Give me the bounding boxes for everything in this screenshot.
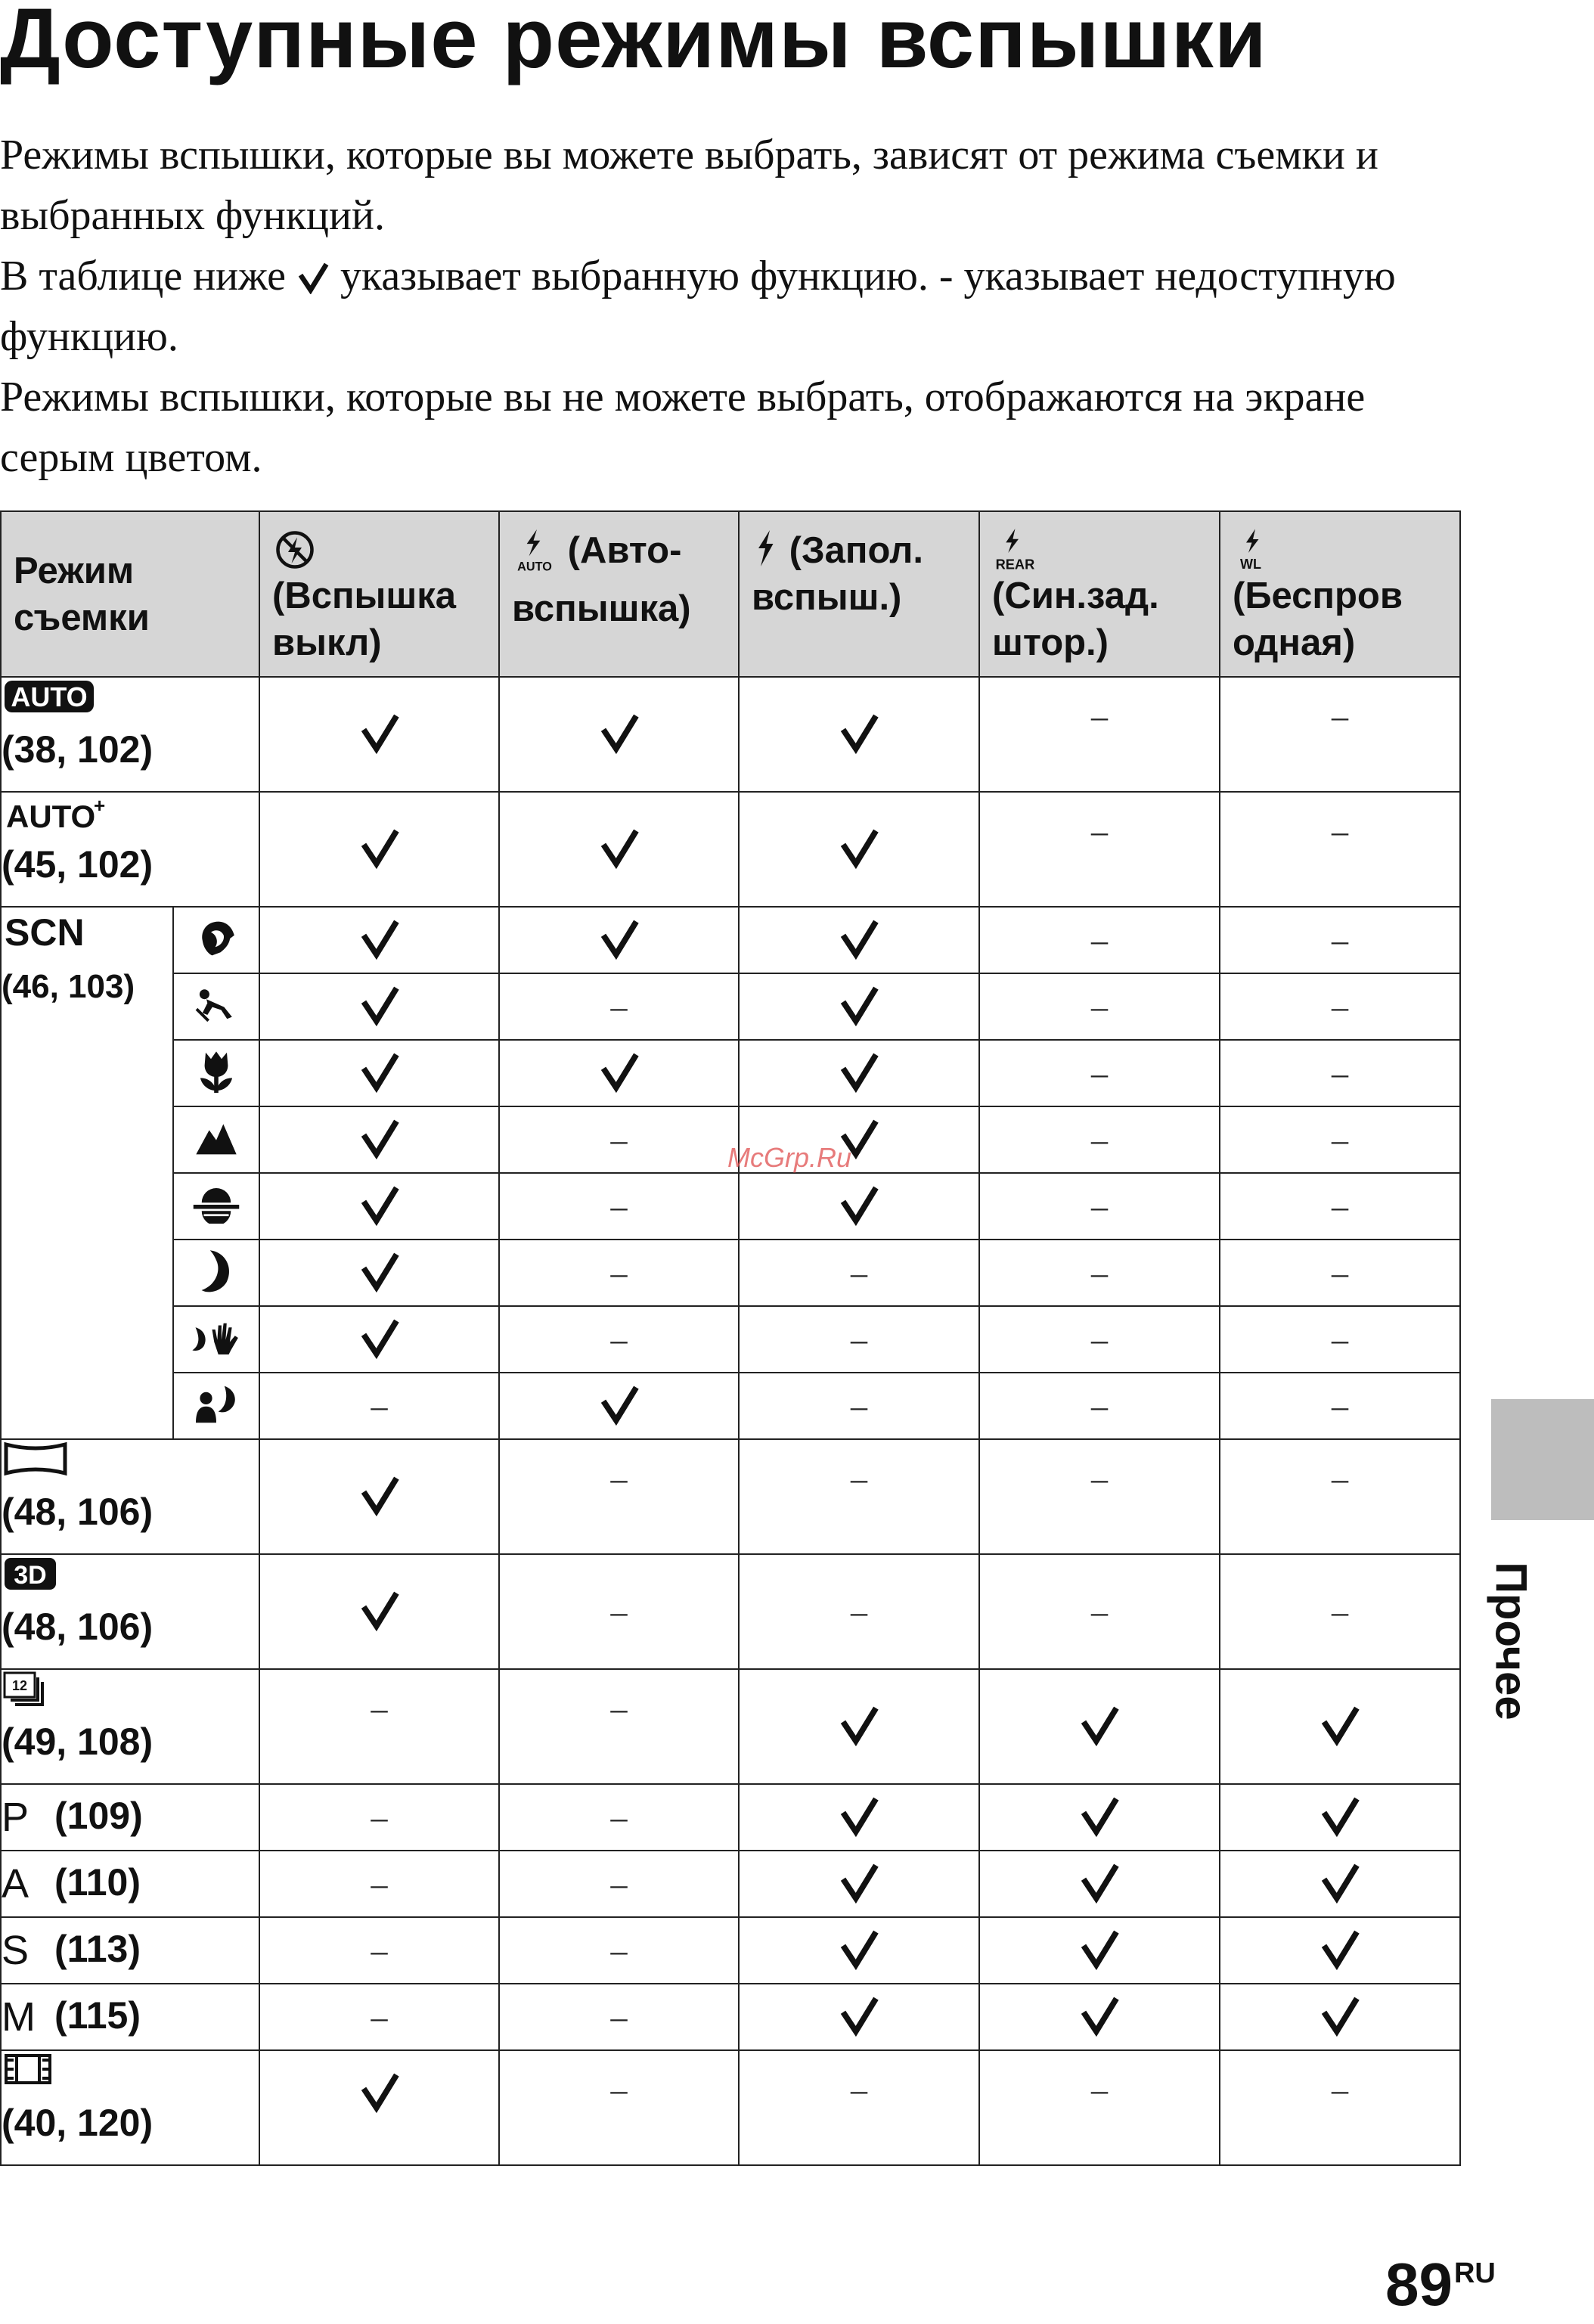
unavailable-dash: – [610, 1187, 628, 1225]
svg-text:3D: 3D [14, 1561, 47, 1590]
intro-p2-before: В таблице ниже [0, 253, 286, 299]
header-wireless: WL (Беспров одная) [1220, 511, 1460, 677]
flash-off-unavailable [259, 1984, 499, 2050]
unavailable-dash: – [1091, 813, 1108, 850]
flash-off-available [259, 973, 499, 1040]
intro-paragraph-3: Режимы вспышки, которые вы не можете выбрать, отображаются на экране серым цветом. [0, 374, 1366, 481]
rear-sync-unavailable [979, 1173, 1220, 1240]
unavailable-dash: – [1332, 988, 1348, 1025]
wireless-available [1220, 1984, 1460, 2050]
checkmark-icon [1078, 1994, 1121, 2037]
table-row [1, 677, 1460, 792]
wireless-unavailable [1220, 1040, 1460, 1106]
unavailable-dash: – [1332, 1387, 1348, 1425]
checkmark-icon [1078, 1795, 1121, 1837]
checkmark-icon [838, 1861, 880, 1904]
unavailable-dash: – [1091, 698, 1108, 735]
checkmark-icon [598, 917, 640, 960]
checkmark-icon [598, 1050, 640, 1093]
unavailable-dash: – [610, 1460, 628, 1497]
table-row [1, 1373, 1460, 1439]
table-row [1, 1984, 1460, 2050]
sweep-panorama-icon [2, 1440, 70, 1478]
wireless-unavailable [1220, 1554, 1460, 1669]
flash-off-unavailable [259, 1784, 499, 1851]
wireless-unavailable [1220, 2050, 1460, 2165]
autoflash-unavailable [499, 1240, 739, 1306]
flash-off-available [259, 1106, 499, 1173]
checkmark-icon [838, 712, 880, 754]
checkmark-icon [358, 1184, 401, 1226]
intro-paragraph-2 [0, 246, 1459, 367]
mode-p-letter: P [2, 1795, 29, 1841]
unavailable-dash: – [371, 1865, 388, 1903]
wireless-unavailable [1220, 677, 1460, 792]
wireless-unavailable [1220, 1306, 1460, 1373]
mode-superior-auto: AUTO + (45, 102) [1, 792, 259, 907]
landscape-mountain-icon [194, 1120, 239, 1156]
rear-sync-unavailable [979, 1106, 1220, 1173]
unavailable-dash: – [1091, 1121, 1108, 1159]
flash-auto-icon [512, 527, 557, 574]
mode-manual-exposure: M (115) [1, 1984, 259, 2050]
fill-flash-unavailable [739, 1306, 979, 1373]
rear-sync-available [979, 1851, 1220, 1917]
watermark: McGrp.Ru [727, 1142, 852, 1173]
checkmark-icon [1319, 1795, 1361, 1837]
table-row [1, 1917, 1460, 1984]
scene-handheld-cell [173, 1306, 259, 1373]
flash-off-unavailable [259, 1669, 499, 1784]
3d-mode-icon [2, 1555, 59, 1593]
unavailable-dash: – [1091, 1254, 1108, 1292]
fill-flash-available [739, 1040, 979, 1106]
unavailable-dash: – [1091, 1187, 1108, 1225]
checkmark-icon [358, 917, 401, 960]
unavailable-dash: – [1091, 2071, 1108, 2108]
header-mode: Режим съемки [1, 511, 259, 677]
unavailable-dash: – [610, 988, 628, 1025]
unavailable-dash: – [1332, 1320, 1348, 1358]
unavailable-dash: – [610, 1320, 628, 1358]
mode-aperture-priority: A (110) [1, 1851, 259, 1917]
scene-landscape-cell [173, 1106, 259, 1173]
table-header-row [1, 511, 1460, 677]
flash-off-available [259, 792, 499, 907]
checkmark-icon [838, 917, 880, 960]
page-language-suffix: RU [1453, 2257, 1496, 2289]
rear-sync-unavailable [979, 907, 1220, 973]
unavailable-dash: – [1091, 921, 1108, 959]
autoflash-available [499, 792, 739, 907]
autoflash-unavailable [499, 973, 739, 1040]
unavailable-dash: – [610, 1690, 628, 1727]
intelligent-auto-icon [2, 678, 97, 715]
checkmark-icon [838, 1050, 880, 1093]
unavailable-dash: – [610, 2071, 628, 2108]
unavailable-dash: – [1332, 1460, 1348, 1497]
svg-text:AUTO: AUTO [11, 681, 88, 712]
table-row [1, 1306, 1460, 1373]
table-row [1, 1240, 1460, 1306]
checkmark-icon [1319, 1861, 1361, 1904]
checkmark-icon [358, 984, 401, 1026]
checkmark-icon [1078, 1928, 1121, 1970]
autoflash-unavailable [499, 1917, 739, 1984]
unavailable-dash: – [1332, 1054, 1348, 1092]
rear-sync-available [979, 1784, 1220, 1851]
flash-off-unavailable [259, 1851, 499, 1917]
checkmark-icon [838, 1928, 880, 1970]
table-row [1, 2050, 1460, 2165]
autoflash-available [499, 1040, 739, 1106]
autoflash-unavailable [499, 2050, 739, 2165]
svg-text:12: 12 [11, 1678, 28, 1693]
wireless-available [1220, 1917, 1460, 1984]
unavailable-dash: – [851, 1387, 867, 1425]
flash-fill-icon [752, 528, 779, 569]
fill-flash-unavailable [739, 1373, 979, 1439]
unavailable-dash: – [851, 1593, 867, 1631]
autoflash-unavailable [499, 1554, 739, 1669]
mode-a-letter: A [2, 1861, 29, 1907]
unavailable-dash: – [371, 1690, 388, 1727]
flash-wl-tag: WL [1240, 557, 1261, 572]
mode-movie: (40, 120) [1, 2050, 259, 2165]
fill-flash-available [739, 1784, 979, 1851]
checkmark-icon [358, 1317, 401, 1359]
rear-sync-unavailable [979, 677, 1220, 792]
checkmark-icon [358, 1250, 401, 1292]
fill-flash-available [739, 1173, 979, 1240]
unavailable-dash: – [610, 1865, 628, 1903]
rear-sync-unavailable [979, 1554, 1220, 1669]
wireless-available [1220, 1784, 1460, 1851]
unavailable-dash: – [610, 1121, 628, 1159]
checkmark-icon [1319, 1928, 1361, 1970]
flash-off-icon [272, 527, 318, 572]
mode-m-letter: M [2, 1994, 36, 2040]
checkmark-icon [358, 1589, 401, 1631]
rear-sync-unavailable [979, 1306, 1220, 1373]
intro-p2-after: указывает выбранную функцию. - указывает недоступную функцию. [0, 253, 1396, 360]
section-side-label: Прочее [1486, 1562, 1536, 1721]
flash-off-available [259, 1240, 499, 1306]
fill-flash-unavailable [739, 1240, 979, 1306]
fill-flash-available [739, 1917, 979, 1984]
fill-flash-unavailable [739, 1439, 979, 1554]
wireless-unavailable [1220, 1173, 1460, 1240]
wireless-unavailable [1220, 973, 1460, 1040]
autoflash-unavailable [499, 1173, 739, 1240]
unavailable-dash: – [610, 1254, 628, 1292]
unavailable-dash: – [371, 1998, 388, 2036]
autoflash-unavailable [499, 1106, 739, 1173]
autoflash-unavailable [499, 1984, 739, 2050]
checkmark-icon [358, 1050, 401, 1093]
svg-text:SCN: SCN [5, 911, 85, 953]
table-row [1, 907, 1460, 973]
rear-sync-available [979, 1917, 1220, 1984]
flash-off-unavailable [259, 1917, 499, 1984]
unavailable-dash: – [1332, 813, 1348, 850]
flash-auto-tag: AUTO [517, 560, 552, 574]
rear-sync-unavailable [979, 973, 1220, 1040]
checkmark-icon [838, 1795, 880, 1837]
section-tab-marker [1491, 1399, 1594, 1520]
unavailable-dash: – [371, 1387, 388, 1425]
autoflash-unavailable [499, 1669, 739, 1784]
flash-off-available [259, 1439, 499, 1554]
unavailable-dash: – [371, 1798, 388, 1836]
checkmark-icon [838, 1994, 880, 2037]
svg-text:AUTO: AUTO [6, 799, 96, 834]
fill-flash-available [739, 1669, 979, 1784]
soft-portrait-icon [195, 917, 237, 960]
table-row [1, 792, 1460, 907]
intro-paragraph-1: Режимы вспышки, которые вы можете выбрать, зависят от режима съемки и выбранных функций. [0, 132, 1378, 239]
rear-sync-unavailable [979, 1240, 1220, 1306]
checkmark-icon [838, 827, 880, 869]
flash-wireless-icon [1233, 527, 1278, 574]
checkmark-icon [358, 712, 401, 754]
autoflash-unavailable [499, 1306, 739, 1373]
checkmark-icon [358, 1117, 401, 1159]
unavailable-dash: – [1332, 921, 1348, 959]
flash-off-available [259, 1173, 499, 1240]
unavailable-dash: – [1332, 1593, 1348, 1631]
autoflash-unavailable [499, 1851, 739, 1917]
unavailable-dash: – [1332, 1121, 1348, 1159]
mode-continuous-priority: 12 (49, 108) [1, 1669, 259, 1784]
checkmark-icon [838, 1184, 880, 1226]
continuous-burst-icon [2, 1670, 51, 1711]
checkmark-icon [1078, 1704, 1121, 1746]
table-row [1, 1554, 1460, 1669]
fill-flash-unavailable [739, 2050, 979, 2165]
page-number: $89^{RU}$ [1385, 2251, 1496, 2318]
sunset-icon [191, 1186, 241, 1224]
rear-sync-available [979, 1984, 1220, 2050]
flash-off-available [259, 1040, 499, 1106]
unavailable-dash: – [851, 1460, 867, 1497]
wireless-available [1220, 1851, 1460, 1917]
scene-macro-cell [173, 1040, 259, 1106]
wireless-unavailable [1220, 1373, 1460, 1439]
unavailable-dash: – [851, 1320, 867, 1358]
flash-off-available [259, 677, 499, 792]
scene-nightportrait-cell [173, 1373, 259, 1439]
autoflash-available [499, 1373, 739, 1439]
wireless-unavailable [1220, 1106, 1460, 1173]
unavailable-dash: – [1091, 1054, 1108, 1092]
autoflash-unavailable [499, 1784, 739, 1851]
rear-sync-unavailable [979, 1040, 1220, 1106]
wireless-unavailable [1220, 792, 1460, 907]
fill-flash-available [739, 1851, 979, 1917]
checkmark-icon [358, 1474, 401, 1516]
header-rear-sync: REAR (Син.зад. штор.) [979, 511, 1220, 677]
rear-sync-unavailable [979, 1439, 1220, 1554]
autoflash-unavailable [499, 1439, 739, 1554]
table-row [1, 1173, 1460, 1240]
table-row [1, 973, 1460, 1040]
header-fill-flash: (Запол. вспыш.) [739, 511, 979, 677]
handheld-twilight-icon [191, 1319, 241, 1357]
checkmark-icon [598, 827, 640, 869]
unavailable-dash: – [851, 1254, 867, 1292]
unavailable-dash: – [1091, 1593, 1108, 1631]
checkmark-icon [358, 827, 401, 869]
rear-sync-unavailable [979, 792, 1220, 907]
unavailable-dash: – [851, 2071, 867, 2108]
fill-flash-unavailable [739, 1554, 979, 1669]
autoflash-available [499, 677, 739, 792]
checkmark-icon [1319, 1704, 1361, 1746]
unavailable-dash: – [371, 1931, 388, 1969]
rear-sync-available [979, 1669, 1220, 1784]
scene-portrait-cell [173, 907, 259, 973]
unavailable-dash: – [610, 1593, 628, 1631]
rear-sync-unavailable [979, 1373, 1220, 1439]
fill-flash-available [739, 792, 979, 907]
header-autoflash: AUTO (Авто-вспышка) [499, 511, 739, 677]
wireless-available [1220, 1669, 1460, 1784]
unavailable-dash: – [610, 1998, 628, 2036]
wireless-unavailable [1220, 1439, 1460, 1554]
header-flash-off: (Вспышка выкл) [259, 511, 499, 677]
table-row [1, 1040, 1460, 1106]
checkmark-icon [598, 1383, 640, 1426]
rear-sync-unavailable [979, 2050, 1220, 2165]
unavailable-dash: – [1332, 1187, 1348, 1225]
unavailable-dash: – [1091, 1387, 1108, 1425]
scene-sunset-cell [173, 1173, 259, 1240]
mode-3d: 3D (48, 106) [1, 1554, 259, 1669]
checkmark-icon [1319, 1994, 1361, 2037]
page-title: Доступные режимы вспышки [0, 0, 1267, 85]
table-row [1, 1851, 1460, 1917]
movie-filmstrip-icon [2, 2051, 54, 2087]
unavailable-dash: – [1091, 1460, 1108, 1497]
table-row [1, 1439, 1460, 1554]
flash-modes-table [0, 510, 1461, 2166]
scene-night-cell [173, 1240, 259, 1306]
flash-rear-tag: REAR [995, 556, 1035, 572]
mode-scene: SCN (46, 103) [1, 907, 173, 1439]
table-row [1, 1784, 1460, 1851]
table-row [1, 1669, 1460, 1784]
mode-auto: AUTO (38, 102) [1, 677, 259, 792]
unavailable-dash: – [1091, 988, 1108, 1025]
flash-off-available [259, 1306, 499, 1373]
mode-sweep-panorama: (48, 106) [1, 1439, 259, 1554]
flash-off-available [259, 907, 499, 973]
fill-flash-available [739, 907, 979, 973]
scene-sports-cell [173, 973, 259, 1040]
mode-s-letter: S [2, 1928, 29, 1974]
intro-text [0, 125, 1459, 488]
flash-rear-sync-icon [992, 527, 1045, 574]
scene-selection-icon [2, 908, 85, 953]
flash-off-available [259, 1554, 499, 1669]
checkmark-icon [358, 2071, 401, 2113]
unavailable-dash: – [1332, 2071, 1348, 2108]
flash-off-available [259, 2050, 499, 2165]
unavailable-dash: – [610, 1798, 628, 1836]
checkmark-icon [838, 1704, 880, 1746]
unavailable-dash: – [1091, 1320, 1108, 1358]
svg-text:+: + [94, 794, 106, 817]
checkmark-icon [296, 261, 330, 294]
flash-off-unavailable [259, 1373, 499, 1439]
wireless-unavailable [1220, 907, 1460, 973]
wireless-unavailable [1220, 1240, 1460, 1306]
unavailable-dash: – [1332, 1254, 1348, 1292]
sports-action-icon [194, 985, 238, 1025]
unavailable-dash: – [1332, 698, 1348, 735]
macro-flower-icon [195, 1048, 237, 1095]
mode-shutter-priority: S (113) [1, 1917, 259, 1984]
night-portrait-icon [191, 1384, 241, 1425]
night-scene-moon-icon [197, 1248, 235, 1295]
superior-auto-icon [2, 793, 115, 835]
fill-flash-available [739, 677, 979, 792]
autoflash-available [499, 907, 739, 973]
checkmark-icon [838, 984, 880, 1026]
unavailable-dash: – [610, 1931, 628, 1969]
checkmark-icon [1078, 1861, 1121, 1904]
checkmark-icon [598, 712, 640, 754]
mode-program-auto: P (109) [1, 1784, 259, 1851]
fill-flash-available [739, 973, 979, 1040]
fill-flash-available [739, 1984, 979, 2050]
